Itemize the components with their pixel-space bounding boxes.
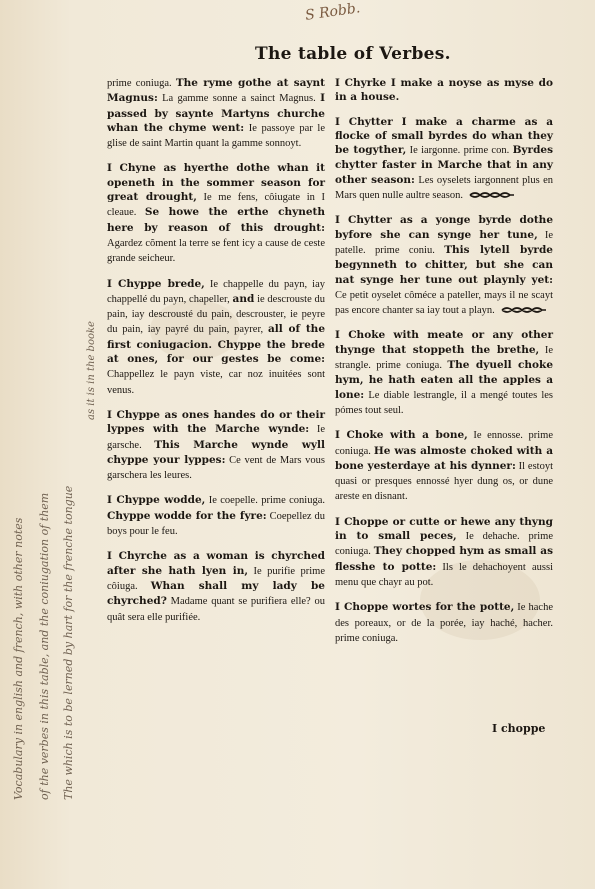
- french-text: Madame quant se purifiera elle? ou quât sera elle purifiée.: [107, 596, 325, 623]
- top-handwritten-note: S Robb.: [304, 0, 362, 24]
- french-text: Ie purifie prime côiuga.: [107, 565, 325, 592]
- english-text: Se howe the erthe chyneth here by reason of this drought:: [107, 206, 325, 234]
- english-text: I Chyrche as a woman is chyrched after she hath lyen in,: [107, 550, 325, 577]
- french-text: Ils le dehachoyent aussi menu que chayr au pot.: [335, 561, 553, 588]
- french-text: prime coniuga.: [107, 78, 176, 89]
- dictionary-entry: [335, 428, 553, 504]
- english-text: I Chyne as hyerthe dothe whan it openeth in the sommer season for great drought,: [107, 162, 325, 204]
- english-text: Whan shall my lady be chyrched?: [107, 579, 325, 608]
- dictionary-entry: [335, 328, 553, 418]
- english-text: The ryme gothe at saynt Magnus:: [107, 77, 325, 105]
- english-text: all of the first coniugacion. Chyppe the brede at ones, for our gestes be come:: [107, 323, 325, 366]
- right-column: [335, 76, 553, 656]
- french-text: Ie chappelle du payn, iay chappellé du payn, chapeller,: [107, 278, 325, 305]
- english-text: I passed by saynte Martyns churche whan the chyme went:: [107, 92, 325, 134]
- english-text: I Choppe or cutte or hewe any thyng in to small peces,: [335, 515, 553, 543]
- french-text: Le diable lestrangle, il a mengé toutes les pómes tout seul.: [335, 389, 553, 416]
- english-text: I Chyppe brede,: [107, 277, 205, 290]
- dictionary-entry: [335, 115, 553, 204]
- english-text: I Chyrke I make a noyse as myse do in a house.: [335, 77, 553, 104]
- margin-handwriting-3: The which is to be lerned by hart for the frenche tongue: [62, 485, 75, 800]
- english-text: I Chyppe wodde,: [107, 494, 206, 507]
- english-text: I Choke with a bone,: [335, 429, 468, 442]
- french-text: Il estoyt quasi or presques ennossé hyer dung os, or dune areste en disnant.: [335, 460, 554, 503]
- margin-handwriting-1: Vocabulary in english and french, with other notes: [12, 517, 25, 800]
- english-text: I Chytter I make a charme as a flocke of small byrdes do whan they be togyther,: [335, 115, 553, 157]
- dictionary-entry: [335, 600, 553, 646]
- french-text: Coepellez du boys pour le feu.: [107, 510, 325, 538]
- french-text: ie descrouste du pain, iay descrousté du pain, descrouster, ie peyre du pain, iay payré du pain, payrer,: [107, 293, 325, 336]
- french-text: Ie passoye par le glise de saint Martin quant la gamme sonnoyt.: [107, 122, 325, 150]
- french-text: Ie me fens, côiugate in I cleaue.: [107, 192, 325, 219]
- english-text: I Chytter as a yonge byrde dothe byfore she can synge her tune,: [335, 214, 553, 241]
- margin-handwriting-2: of the verbes in this table, and the coniugation of them: [38, 492, 51, 800]
- french-text: Ie hache des poreaux, or de la porée, iay haché, hacher. prime coniuga.: [335, 602, 553, 644]
- french-text: Ie iargonne. prime con.: [406, 145, 513, 157]
- french-text: Ie ennosse. prime coniuga.: [335, 430, 553, 457]
- page-header: The table of Verbes.: [255, 44, 451, 64]
- french-text: Ce vent de Mars vous garschera les leures.: [107, 454, 325, 482]
- dictionary-entry: [107, 549, 325, 624]
- english-text: I Chyppe as ones handes do or their lyppes with the Marche wynde:: [107, 408, 325, 436]
- dictionary-entry: [335, 213, 553, 318]
- french-text: Ie dehache. prime coniuga.: [335, 531, 553, 558]
- printer-ornament-icon: [501, 306, 547, 314]
- french-text: Ce petit oyselet côméce a pateller, mays il ne scayt pas encore chanter sa iay tout a playn.: [335, 289, 553, 317]
- french-text: Ie coepelle. prime coniuga.: [205, 495, 325, 507]
- english-text: I Choke with meate or any other thynge that stoppeth the brethe,: [335, 329, 553, 356]
- dictionary-entry: [107, 277, 325, 398]
- dictionary-entry: [335, 76, 553, 105]
- catchword: I choppe: [492, 722, 546, 735]
- printer-ornament-icon: [469, 191, 515, 199]
- english-text: I Choppe wortes for the potte,: [335, 601, 515, 614]
- dictionary-entry: [107, 76, 325, 151]
- margin-handwriting-4: as it is in the booke: [86, 321, 97, 420]
- dictionary-entry: [107, 408, 325, 483]
- english-text: He was almoste choked with a bone yesterdaye at his dynner:: [335, 444, 553, 472]
- french-text: Ie patelle. prime coniu.: [335, 229, 553, 256]
- english-text: Chyppe wodde for the fyre:: [107, 509, 267, 522]
- dictionary-entry: [107, 161, 325, 266]
- dictionary-entry: [335, 515, 553, 590]
- english-text: This Marche wynde wyll chyppe your lyppes:: [107, 438, 325, 466]
- french-text: Ie strangle. prime coniuga.: [335, 344, 553, 372]
- english-text: They chopped hym as small as flesshe to potte:: [335, 545, 553, 573]
- french-text: Les oyselets iargonnent plus en Mars quen nulle aultre season.: [335, 174, 553, 202]
- english-text: Byrdes chytter faster in Marche that in any other season:: [335, 144, 554, 186]
- french-text: Ie garsche.: [107, 424, 325, 451]
- left-column: [107, 76, 325, 635]
- english-text: and: [232, 292, 255, 305]
- english-text: This lytell byrde begynneth to chitter, but she can nat synge her tune out playnly yet:: [335, 243, 553, 286]
- english-text: The dyuell choke hym, he hath eaten all the apples a lone:: [335, 359, 553, 401]
- dictionary-entry: [107, 493, 325, 539]
- french-text: La gamme sonne a sainct Magnus.: [157, 93, 321, 105]
- french-text: Agardez cõment la terre se fent icy a cause de ceste grande seicheur.: [107, 237, 325, 265]
- french-text: Chappellez le payn viste, car noz inuitées sont venus.: [107, 369, 325, 396]
